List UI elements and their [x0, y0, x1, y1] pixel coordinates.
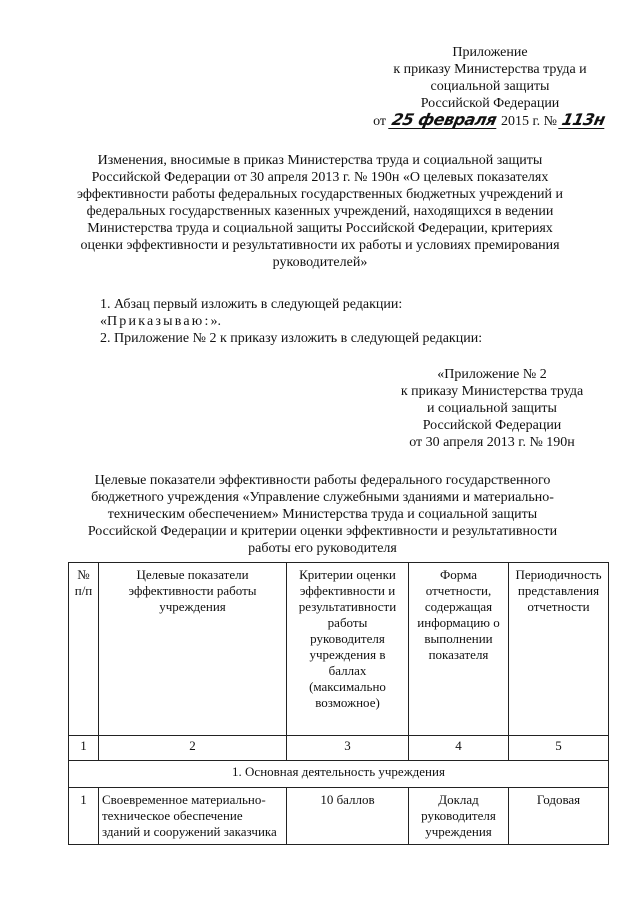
appendix-header-line: Приложение: [452, 45, 528, 60]
appendix-header-line: социальной защиты: [430, 79, 550, 94]
quote-open: «: [100, 314, 107, 329]
row-criteria: 10 баллов: [287, 788, 409, 845]
title-line: федеральных государственных казенных учреждений, находящихся в ведении: [86, 204, 554, 219]
column-number: 3: [287, 736, 409, 761]
date-suffix: 2015 г. №: [500, 114, 557, 129]
subtitle-line: Целевые показатели эффективности работы федерального государственного: [94, 473, 551, 488]
section-row: [69, 761, 609, 788]
row-report-form: Доклад руководителя учреждения: [409, 788, 509, 845]
subtitle-line: Российской Федерации и критерии оценки эффективности и результативности: [87, 524, 558, 539]
appendix2-line: Российской Федерации: [422, 418, 562, 433]
appendix-header-line: Российской Федерации: [420, 96, 560, 111]
indicators-title: [60, 472, 585, 557]
date-prefix: от: [373, 114, 386, 129]
appendix2-header: [392, 366, 592, 451]
title-line: Изменения, вносимые в приказ Министерства труда и социальной защиты: [97, 153, 543, 168]
header-periodicity: Периодичность представления отчетности: [509, 563, 609, 736]
title-line: руководителей»: [272, 255, 368, 270]
row-periodicity: Годовая: [509, 788, 609, 845]
appendix-header-line: к приказу Министерства труда и: [393, 62, 587, 77]
column-numbers-row: [69, 736, 609, 761]
title-line: Министерства труда и социальной защиты Российской Федерации, критериях: [87, 221, 553, 236]
subtitle-line: работы его руководителя: [248, 541, 397, 556]
appendix2-line: от 30 апреля 2013 г. № 190н: [409, 435, 575, 450]
header-criteria: Критерии оценки эффективности и результативности работы руководителя учреждения в баллах (максимально возможное): [287, 563, 409, 736]
paragraph-2: 2. Приложение № 2 к приказу изложить в следующей редакции:: [100, 331, 483, 346]
header-num: № п/п: [69, 563, 99, 736]
subtitle-line: техническим обеспечением» Министерства труда и социальной защиты: [107, 507, 538, 522]
paragraph-1-text: [100, 313, 600, 330]
header-indicator: Целевые показатели эффективности работы учреждения: [99, 563, 287, 736]
column-number: 4: [409, 736, 509, 761]
appendix2-line: и социальной защиты: [427, 401, 557, 416]
document-title: [60, 152, 580, 271]
appendix-header: [360, 44, 620, 130]
title-line: оценки эффективности и результативности их работы и условиях премирования: [80, 238, 560, 253]
row-indicator: Своевременное материально-техническое обеспечение зданий и сооружений заказчика: [99, 788, 287, 845]
indicators-table: [68, 562, 609, 845]
header-report-form: Форма отчетности, содержащая информацию о выполнении показателя: [409, 563, 509, 736]
subtitle-line: бюджетного учреждения «Управление служебными зданиями и материально-: [91, 490, 554, 505]
quote-close: ».: [210, 314, 222, 329]
section-title: 1. Основная деятельность учреждения: [69, 761, 609, 788]
title-line: Российской Федерации от 30 апреля 2013 г. № 190н «О целевых показателях: [91, 170, 549, 185]
handwritten-date: 25 февраля: [389, 110, 498, 129]
paragraph-1: 1. Абзац первый изложить в следующей редакции:: [100, 297, 403, 312]
appendix2-line: к приказу Министерства труда: [400, 384, 584, 399]
handwritten-order-number: 113н: [560, 110, 608, 129]
row-num: 1: [69, 788, 99, 845]
column-number: 1: [69, 736, 99, 761]
appendix2-line: «Приложение № 2: [437, 367, 547, 382]
column-number: 2: [99, 736, 287, 761]
table-row: [69, 788, 609, 845]
column-number: 5: [509, 736, 609, 761]
table-header-row: [69, 563, 609, 736]
order-date-line: [360, 112, 620, 130]
title-line: эффективности работы федеральных государственных бюджетных учреждений и: [76, 187, 564, 202]
spaced-word: Приказываю:: [107, 314, 211, 329]
